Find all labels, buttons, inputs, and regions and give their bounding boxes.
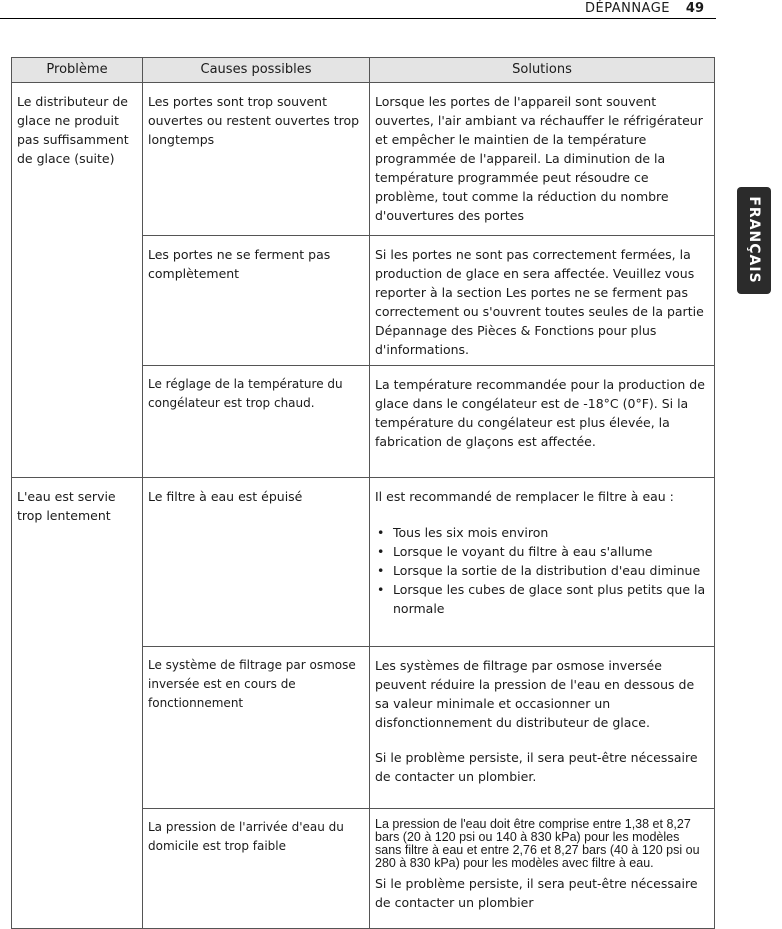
language-tab: [737, 187, 771, 294]
solution-text: La pression de l'eau doit être comprise entre 1,38 et 8,27 bars (20 à 120 psi ou 140 à 830 kPa) pour les modèles sans filtre à eau et entre 2,76 et 8,27 bars (40 à 120 psi ou 280 à 830 kPa) pour les modèles avec filtre à eau.: [375, 817, 700, 870]
table-row: [12, 478, 715, 647]
problem-cell: L'eau est servie trop lentement: [12, 478, 143, 929]
solution-bullet-list: [375, 523, 709, 618]
cause-cell: Le filtre à eau est épuisé: [143, 478, 370, 647]
solution-cell: Si les portes ne sont pas correctement fermées, la production de glace en sera affectée. Veuillez vous reporter à la section Les portes ne se ferment pas correctement ou s'ouvrent toutes seules de la partie Dépannage des Pièces & Fonctions pour plus d'informations.: [370, 236, 715, 366]
page-header: [0, 0, 782, 20]
solution-cell: [370, 647, 715, 809]
solution-intro: Il est recommandé de remplacer le filtre à eau :: [375, 489, 674, 504]
section-title: DÉPANNAGE: [584, 1, 670, 16]
solution-note: Si le problème persiste, il sera peut-être nécessaire de contacter un plombier: [375, 876, 698, 910]
cause-cell: La pression de l'arrivée d'eau du domicile est trop faible: [143, 809, 370, 929]
solution-text: Les systèmes de filtrage par osmose inversée peuvent réduire la pression de l'eau en dessous de sa valeur minimale et occasionner un disfonctionnement du distributeur de glace.: [375, 658, 695, 730]
list-item: • Lorsque le voyant du filtre à eau s'allume: [375, 542, 709, 561]
table-header-row: [12, 58, 715, 83]
troubleshooting-table: [11, 57, 715, 929]
cause-cell: Les portes sont trop souvent ouvertes ou restent ouvertes trop longtemps: [143, 83, 370, 236]
language-tab-label: FRANÇAIS: [746, 196, 762, 284]
cause-cell: Les portes ne se ferment pas complètement: [143, 236, 370, 366]
solution-cell: [370, 478, 715, 647]
cause-cell: Le système de filtrage par osmose inversée est en cours de fonctionnement: [143, 647, 370, 809]
header-divider: [0, 18, 716, 19]
solution-note: Si le problème persiste, il sera peut-être nécessaire de contacter un plombier.: [375, 750, 698, 784]
solution-cell: [370, 809, 715, 929]
list-item: • Lorsque les cubes de glace sont plus petits que la normale: [375, 580, 709, 618]
page-number: 49: [685, 1, 704, 16]
cause-cell: Le réglage de la température du congélateur est trop chaud.: [143, 366, 370, 478]
column-header-solutions: Solutions: [370, 58, 715, 83]
column-header-causes: Causes possibles: [143, 58, 370, 83]
table-row: [12, 83, 715, 236]
problem-cell: Le distributeur de glace ne produit pas suffisamment de glace (suite): [12, 83, 143, 478]
solution-cell: Lorsque les portes de l'appareil sont souvent ouvertes, l'air ambiant va réchauffer le réfrigérateur et empêcher le maintien de la température programmée de l'appareil. La diminution de la température programmée peut résoudre ce problème, tout comme la réduction du nombre d'ouvertures des portes: [370, 83, 715, 236]
list-item: • Lorsque la sortie de la distribution d'eau diminue: [375, 561, 709, 580]
column-header-problem: Problème: [12, 58, 143, 83]
list-item: • Tous les six mois environ: [375, 523, 709, 542]
solution-cell: La température recommandée pour la production de glace dans le congélateur est de -18°C (0°F). Si la température du congélateur est plus élevée, la fabrication de glaçons est affectée.: [370, 366, 715, 478]
